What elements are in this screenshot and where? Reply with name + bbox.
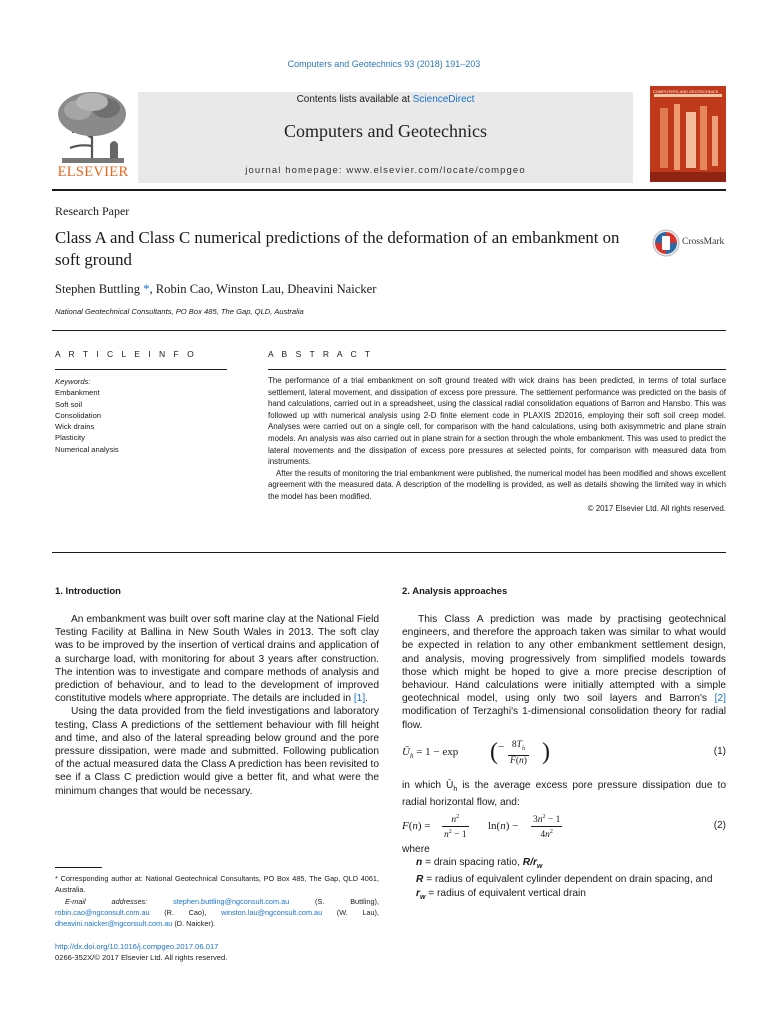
keyword-item: Numerical analysis	[55, 444, 119, 454]
abstract-copyright: © 2017 Elsevier Ltd. All rights reserved.	[587, 503, 726, 513]
journal-homepage[interactable]: journal homepage: www.elsevier.com/locate/compgeo	[245, 165, 526, 176]
abstract-paragraph: After the results of monitoring the trial embankment were published, the numerical model has been modified and shows excellent agreement with the measured data. A description of the modelling is provided, as well as details showing the limited way in which the model has been modified.	[268, 468, 726, 501]
reference-link[interactable]: [2]	[714, 693, 726, 705]
text-after-eq1: in which Ū	[402, 780, 454, 791]
keyword-item: Plasticity	[55, 433, 85, 443]
text-after-eq1-sub: h	[453, 786, 458, 794]
article-info-rule	[55, 369, 227, 370]
email-name: (W. Lau),	[322, 907, 379, 917]
email-label: E-mail addresses:	[65, 896, 174, 906]
keywords-label: Keywords:	[55, 377, 91, 386]
section-heading-analysis: 2. Analysis approaches	[402, 586, 508, 597]
journal-cover-image	[650, 86, 726, 182]
header-rule	[52, 189, 726, 191]
equation-number: (2)	[713, 820, 726, 831]
keywords-list	[55, 376, 119, 455]
author-first: Stephen Buttling	[55, 282, 141, 296]
email-link[interactable]: stephen.buttling@ngconsult.com.au	[173, 896, 290, 906]
crossmark-badge[interactable]	[652, 229, 732, 261]
analysis-body	[402, 613, 726, 732]
keyword-item: Wick drains	[55, 422, 95, 432]
equation-number: (1)	[713, 746, 726, 757]
affiliation: National Geotechnical Consultants, PO Box 485, The Gap, QLD, Australia	[55, 307, 304, 316]
definition-rw: $r_w$ = radius of equivalent vertical drain	[416, 887, 586, 901]
footnote	[55, 873, 379, 929]
intro-text: .	[365, 693, 368, 705]
abstract-rule	[268, 369, 726, 370]
footnote-rule	[55, 867, 102, 868]
journal-citation[interactable]: Computers and Geotechnics 93 (2018) 191–203	[287, 59, 481, 69]
email-link[interactable]: winston.lau@ngconsult.com.au	[221, 907, 323, 917]
analysis-paragraph	[402, 613, 726, 732]
analysis-text: modification of Terzaghi's 1-dimensional consolidation theory for radial flow.	[402, 706, 726, 731]
email-name: (D. Naicker).	[172, 919, 216, 929]
abstract-body	[268, 375, 726, 514]
analysis-text-after-eq1	[402, 779, 726, 809]
body-rule	[52, 552, 726, 553]
abstract-paragraph: The performance of a trial embankment on soft ground treated with wick drains has been predicted, in terms of total surface settlement, lateral movement, and dissipation of excess pore pressure. The settlement performance was predicted on the basis of hand calculations, carried out in a spreadsheet, using the classical radial consolidation equations of Barron and Hansbo. This was followed up with numerical analysis using 2-D finite element code in PLAXIS 2D2016, employing their soft soil creep model. Analyses were carried out on a single cell, for comparison with the hand calculations, using both axisymmetric and plane strain models. An analysis was also carried out in plane strain for a section through the whole embankment. This was used to predict the lateral movements and the dissipation of excess pore pressures at selected points, for comparison with measured data from instruments.	[268, 376, 726, 467]
equation-1: $Ū_h = 1 - \exp$ ( − $\frac{8T_h}{F(n)}$ ) (1)	[402, 739, 726, 766]
reference-link[interactable]: [1]	[353, 693, 366, 705]
analysis-text: This Class A prediction was made by practising geotechnical engineers, and therefore the approach taken was similar to what would be expected in relation to any other embankment settlement design, and analysis, moving progressively from simplified models towards those which might be hoped to give a more precise description of behaviour. Hand calculations were initially attempted with a simple geotechnical model, using only two soil layers and Barron's	[402, 614, 726, 705]
article-type: Research Paper	[55, 204, 130, 218]
issn-line: 0266-352X/© 2017 Elsevier Ltd. All rights reserved.	[55, 953, 228, 962]
where-label: where	[402, 844, 430, 855]
footnote-emails	[55, 896, 379, 930]
bottom-info	[55, 941, 227, 963]
definition-r: R = radius of equivalent cylinder dependent on drain spacing, and	[416, 874, 713, 886]
contents-prefix: Contents lists available at	[296, 94, 413, 105]
variable-definitions	[402, 843, 726, 904]
author-rest: , Robin Cao, Winston Lau, Dheavini Naicker	[149, 282, 377, 296]
cover-title: COMPUTERS AND GEOTECHNICS	[653, 89, 719, 94]
crossmark-icon	[652, 229, 680, 257]
article-title: Class A and Class C numerical predictions of the deformation of an embankment on soft ground	[55, 228, 620, 269]
equation-2: F(n) = $\frac{n^2}{n^2 - 1}$ ln(n) − $\frac{3n^2 - 1}{4n^2}$ (2)	[402, 814, 726, 841]
email-name: (S. Buttling),	[289, 896, 379, 906]
intro-paragraph	[55, 613, 379, 705]
section-heading-introduction: 1. Introduction	[55, 586, 121, 597]
author-list	[55, 282, 376, 297]
intro-paragraph: Using the data provided from the field investigations and laboratory testing, Class A predictions of the settlement behaviour with fill height and time, and also of the lateral spreading below ground and the pore pressure dissipation, were made and submitted. Following publication of the actual measured data the Class A prediction has been revisited to see if a Class C prediction would give a better fit, and what were the minimum changes that would be necessary.	[55, 706, 379, 797]
publisher-wordmark: ELSEVIER	[57, 164, 129, 180]
keyword-item: Embankment	[55, 388, 100, 398]
article-info-heading: A R T I C L E I N F O	[55, 349, 197, 359]
footnote-corresponding: * Corresponding author at: National Geotechnical Consultants, PO Box 485, The Gap, QLD 4061, Australia.	[55, 874, 379, 895]
email-name: (R. Cao),	[149, 907, 222, 917]
contents-line	[138, 94, 633, 105]
keyword-item: Consolidation	[55, 410, 102, 420]
keyword-item: Soft soil	[55, 399, 83, 409]
text-after-eq1-rest: is the average excess pore pressure dissipation due to radial horizontal flow, and:	[402, 780, 726, 809]
email-link[interactable]: dheavini.naicker@ngconsult.com.au	[55, 919, 173, 929]
journal-name: Computers and Geotechnics	[284, 121, 487, 141]
definition-n: n = drain spacing ratio, $R/r_w$	[416, 857, 543, 871]
crossmark-label: CrossMark	[682, 237, 725, 247]
introduction-body	[55, 613, 379, 798]
sciencedirect-link[interactable]: ScienceDirect	[412, 94, 475, 105]
intro-text: An embankment was built over soft marine clay at the National Field Testing Facility at Ballina in New South Wales in 2013. The soft clay was to be improved by the insertion of vertical drains and application of a surcharge load, with monitoring for about 3 years after construction. The intention was to investigate and compare methods of analysis and prediction of behaviour, and to lead to the development of improved constitutive models where appropriate. The details are included in	[55, 614, 379, 705]
email-link[interactable]: robin.cao@ngconsult.com.au	[55, 907, 150, 917]
info-rule	[52, 330, 726, 331]
abstract-heading: A B S T R A C T	[268, 349, 374, 359]
doi-link[interactable]: http://dx.doi.org/10.1016/j.compgeo.2017.06.017	[55, 942, 219, 951]
corresponding-author-mark[interactable]: *	[143, 282, 150, 296]
